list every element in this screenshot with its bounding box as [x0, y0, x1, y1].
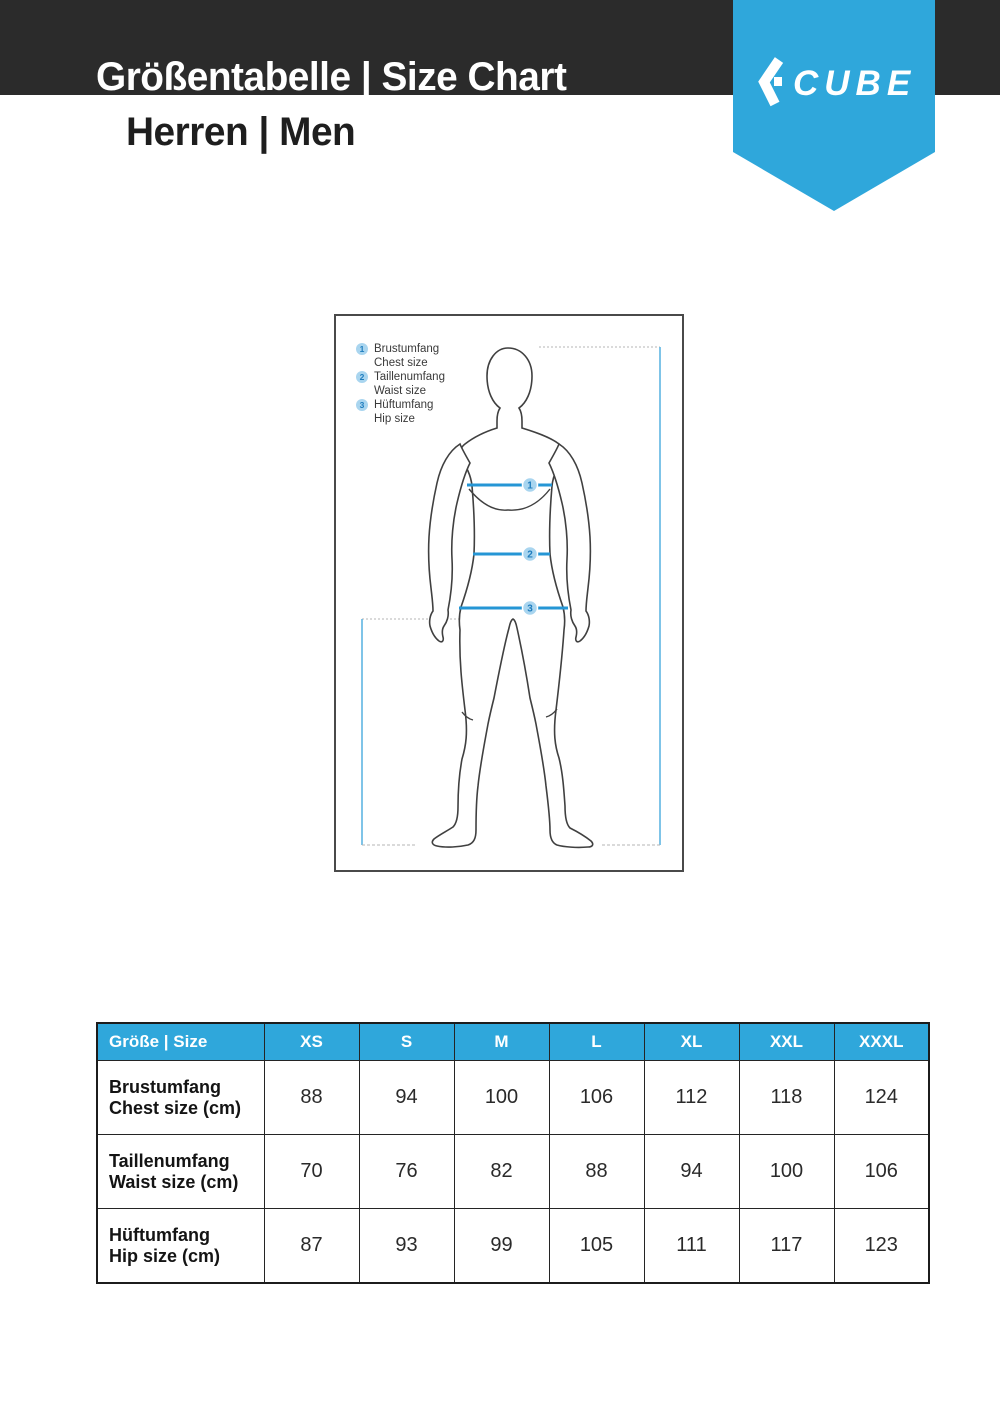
diagram-legend: [356, 342, 445, 426]
size-value-cell: 112: [644, 1061, 739, 1135]
legend-label-de: Hüftumfang: [374, 399, 434, 411]
legend-label-de: Brustumfang: [374, 343, 440, 355]
size-table: [96, 1022, 930, 1284]
size-col-header-xxxl: XXXL: [834, 1023, 929, 1061]
size-value-cell: 123: [834, 1209, 929, 1284]
size-table-header-row: [97, 1023, 929, 1061]
legend-number-badge: 2: [356, 371, 368, 383]
size-value-cell: 88: [264, 1061, 359, 1135]
legend-label-de: Taillenumfang: [374, 371, 445, 383]
row-label: Taillenumfang Waist size (cm): [97, 1135, 264, 1209]
size-value-cell: 118: [739, 1061, 834, 1135]
size-col-header-m: M: [454, 1023, 549, 1061]
size-value-cell: 88: [549, 1135, 644, 1209]
size-value-cell: 105: [549, 1209, 644, 1284]
size-value-cell: 100: [454, 1061, 549, 1135]
size-col-header-xl: XL: [644, 1023, 739, 1061]
size-col-header-s: S: [359, 1023, 454, 1061]
size-value-cell: 106: [549, 1061, 644, 1135]
brand-ribbon: [733, 0, 935, 212]
size-col-header-xxl: XXL: [739, 1023, 834, 1061]
size-value-cell: 99: [454, 1209, 549, 1284]
cube-logo-text: CUBE: [793, 64, 917, 103]
legend-number-badge: 3: [356, 399, 368, 411]
size-value-cell: 117: [739, 1209, 834, 1284]
measurement-diagram-box: [334, 314, 684, 872]
size-value-cell: 106: [834, 1135, 929, 1209]
legend-item-waist: [356, 370, 445, 398]
legend-item-chest: [356, 342, 445, 370]
table-corner-header: Größe | Size: [97, 1023, 264, 1061]
marker-3: 3: [527, 603, 533, 615]
legend-label-en: Hip size: [374, 413, 415, 425]
size-col-header-l: L: [549, 1023, 644, 1061]
table-row-waist: [97, 1135, 929, 1209]
row-label: Brustumfang Chest size (cm): [97, 1061, 264, 1135]
size-value-cell: 82: [454, 1135, 549, 1209]
body-silhouette: [429, 348, 593, 847]
size-value-cell: 124: [834, 1061, 929, 1135]
table-row-chest: [97, 1061, 929, 1135]
row-label: Hüftumfang Hip size (cm): [97, 1209, 264, 1284]
size-value-cell: 76: [359, 1135, 454, 1209]
size-value-cell: 87: [264, 1209, 359, 1284]
table-row-hip: [97, 1209, 929, 1284]
size-col-header-xs: XS: [264, 1023, 359, 1061]
marker-1: 1: [527, 480, 533, 492]
legend-item-hip: [356, 398, 445, 426]
page-title: Größentabelle | Size Chart: [96, 55, 567, 99]
size-value-cell: 94: [644, 1135, 739, 1209]
legend-number-badge: 1: [356, 343, 368, 355]
size-value-cell: 70: [264, 1135, 359, 1209]
legend-label-en: Waist size: [374, 385, 426, 397]
size-value-cell: 93: [359, 1209, 454, 1284]
size-value-cell: 94: [359, 1061, 454, 1135]
legend-label-en: Chest size: [374, 357, 428, 369]
size-value-cell: 111: [644, 1209, 739, 1284]
marker-2: 2: [527, 549, 533, 561]
ribbon-shape: [733, 0, 935, 212]
page-subtitle: Herren | Men: [126, 110, 356, 154]
size-value-cell: 100: [739, 1135, 834, 1209]
